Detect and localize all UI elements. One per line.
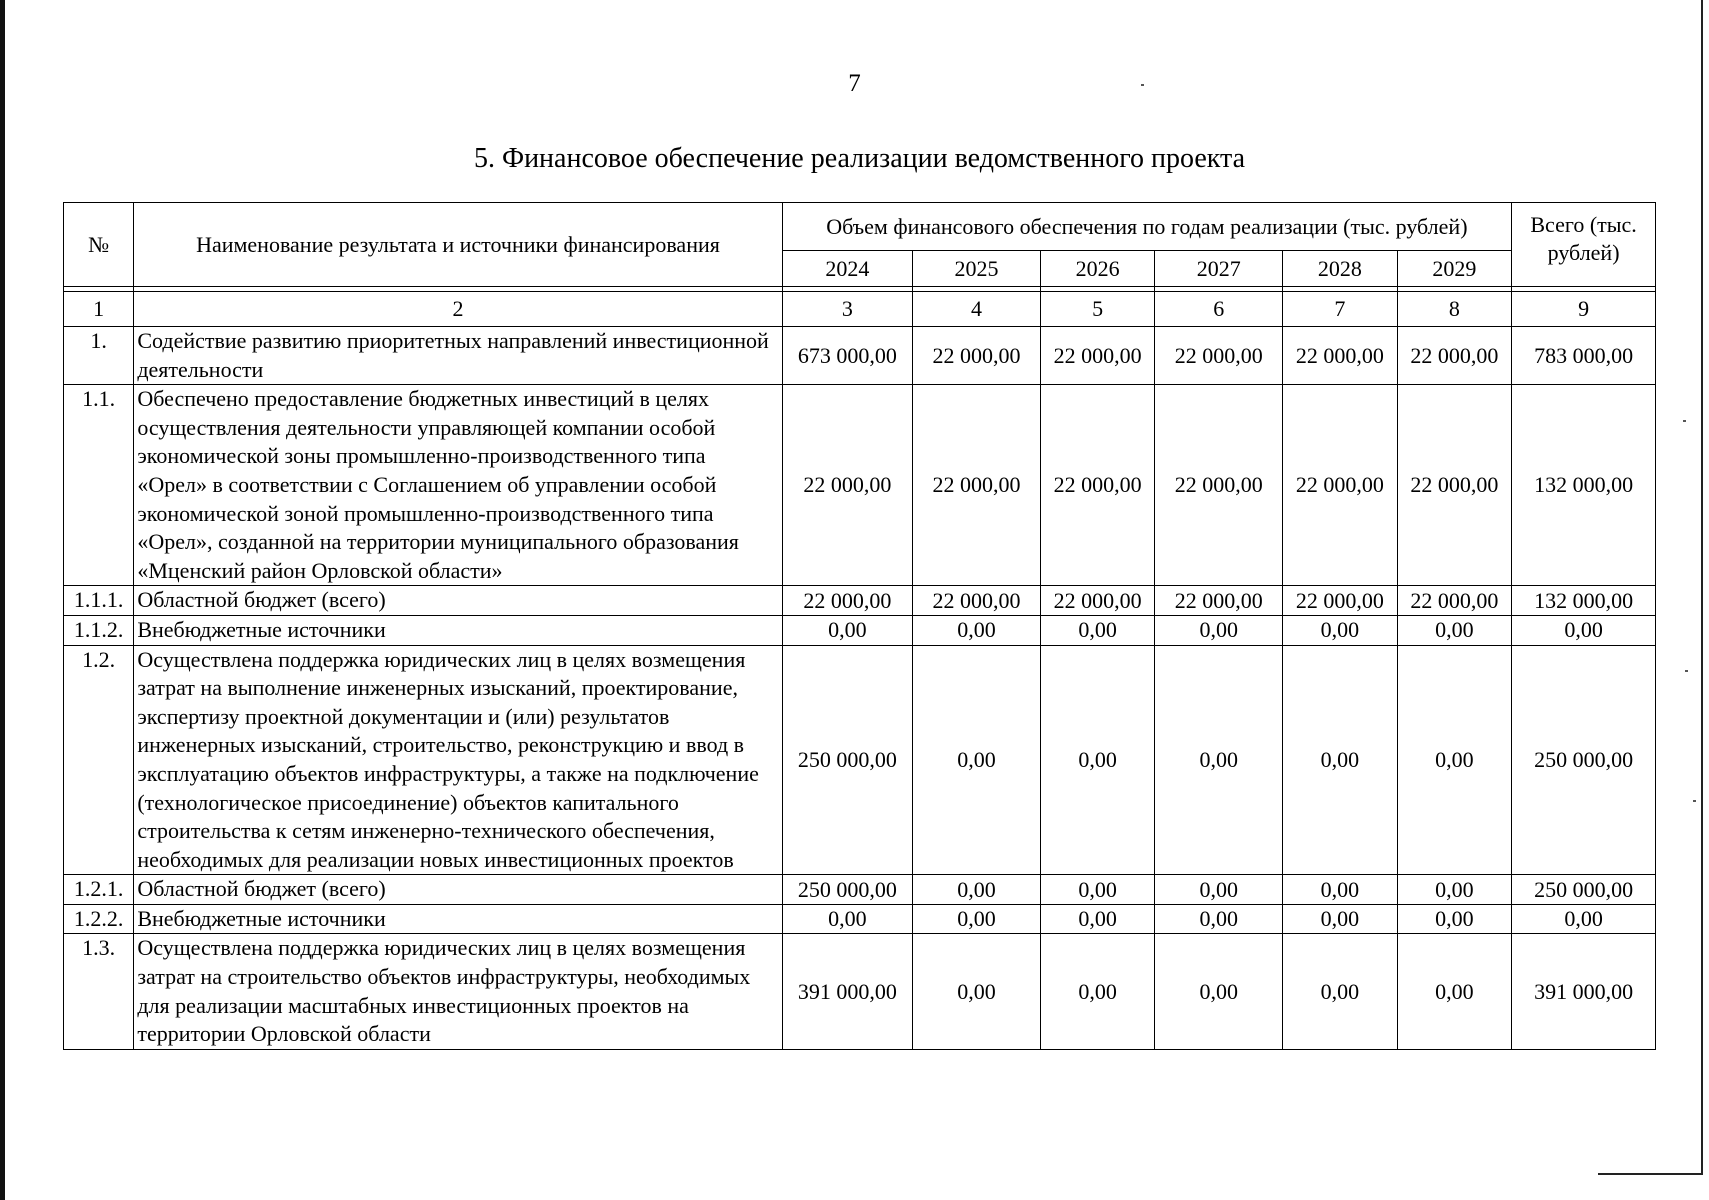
row-value: 0,00: [1397, 934, 1512, 1049]
row-value: 0,00: [1155, 645, 1283, 875]
row-value: 0,00: [1155, 615, 1283, 645]
row-value: 22 000,00: [1397, 327, 1512, 385]
row-total: 132 000,00: [1512, 385, 1656, 586]
row-total: 132 000,00: [1512, 586, 1656, 616]
row-value: 22 000,00: [782, 586, 913, 616]
header-year: 2024: [782, 251, 913, 287]
row-name: Обеспечено предоставление бюджетных инвестиций в целях осуществления деятельности управляющей компании особой экономической зоны промышленно-производственного типа «Орел» в соответствии с Соглашением об управлении особой экономической зоной промышленно-производственного типа «Орел», созданной на территории муниципального образования «Мценский район Орловской области»: [134, 385, 782, 586]
row-total: 0,00: [1512, 615, 1656, 645]
row-value: 0,00: [1155, 875, 1283, 905]
header-year: 2025: [913, 251, 1041, 287]
scan-edge-bottom: [1598, 1173, 1703, 1175]
row-value: 0,00: [1397, 615, 1512, 645]
column-index: 8: [1397, 292, 1512, 327]
column-index: 2: [134, 292, 782, 327]
row-value: 0,00: [1283, 615, 1398, 645]
row-value: 22 000,00: [1155, 385, 1283, 586]
row-value: 673 000,00: [782, 327, 913, 385]
scan-edge-right: [1701, 0, 1703, 1175]
header-no: №: [64, 203, 134, 287]
table-row: [64, 615, 1656, 645]
header-year: 2026: [1040, 251, 1155, 287]
table-row: [64, 875, 1656, 905]
row-number: 1.2.2.: [64, 904, 134, 934]
row-value: 0,00: [782, 904, 913, 934]
row-name: Осуществлена поддержка юридических лиц в целях возмещения затрат на выполнение инженерных изысканий, проектирование, экспертизу проектной документации и (или) результатов инженерных изысканий, строительство, реконструкцию и ввод в эксплуатацию объектов инфраструктуры, а также на подключение (технологическое присоединение) объектов капитального строительства к сетям инженерно-технического обеспечения, необходимых для реализации новых инвестиционных проектов: [134, 645, 782, 875]
row-value: 0,00: [1040, 875, 1155, 905]
page-number: 7: [848, 70, 861, 97]
row-number: 1.1.: [64, 385, 134, 586]
row-value: 0,00: [1040, 934, 1155, 1049]
row-value: 22 000,00: [1397, 586, 1512, 616]
table-row: [64, 934, 1656, 1049]
row-value: 0,00: [1283, 875, 1398, 905]
row-value: 0,00: [1283, 934, 1398, 1049]
row-value: 0,00: [913, 615, 1041, 645]
row-value: 22 000,00: [782, 385, 913, 586]
scan-speck: [1685, 670, 1688, 672]
header-year: 2027: [1155, 251, 1283, 287]
row-value: 0,00: [1155, 904, 1283, 934]
table-row: [64, 904, 1656, 934]
header-year: 2029: [1397, 251, 1512, 287]
row-value: 22 000,00: [913, 385, 1041, 586]
row-value: 22 000,00: [913, 327, 1041, 385]
row-value: 0,00: [1155, 934, 1283, 1049]
scan-edge-left: [0, 0, 5, 1200]
row-number: 1.1.2.: [64, 615, 134, 645]
row-value: 0,00: [1040, 615, 1155, 645]
row-value: 250 000,00: [782, 875, 913, 905]
header-volume: Объем финансового обеспечения по годам реализации (тыс. рублей): [782, 203, 1512, 251]
row-value: 0,00: [913, 645, 1041, 875]
row-name: Областной бюджет (всего): [134, 875, 782, 905]
row-value: 22 000,00: [1283, 327, 1398, 385]
row-value: 0,00: [1397, 875, 1512, 905]
table-row: [64, 327, 1656, 385]
row-value: 0,00: [782, 615, 913, 645]
table-row: [64, 385, 1656, 586]
table-row: [64, 586, 1656, 616]
row-name: Осуществлена поддержка юридических лиц в целях возмещения затрат на строительство объектов инфраструктуры, необходимых для реализации масштабных инвестиционных проектов на территории Орловской области: [134, 934, 782, 1049]
row-value: 250 000,00: [782, 645, 913, 875]
row-value: 22 000,00: [1040, 385, 1155, 586]
header-total: Всего (тыс. рублей): [1512, 203, 1656, 287]
row-value: 22 000,00: [913, 586, 1041, 616]
row-number: 1.3.: [64, 934, 134, 1049]
row-value: 0,00: [1397, 904, 1512, 934]
row-number: 1.: [64, 327, 134, 385]
row-value: 22 000,00: [1283, 385, 1398, 586]
row-name: Внебюджетные источники: [134, 615, 782, 645]
row-total: 250 000,00: [1512, 875, 1656, 905]
row-value: 391 000,00: [782, 934, 913, 1049]
column-index: 9: [1512, 292, 1656, 327]
row-value: 0,00: [913, 934, 1041, 1049]
row-number: 1.2.: [64, 645, 134, 875]
row-total: 0,00: [1512, 904, 1656, 934]
row-value: 0,00: [913, 875, 1041, 905]
financing-table: [63, 202, 1656, 1050]
row-total: 250 000,00: [1512, 645, 1656, 875]
row-value: 22 000,00: [1283, 586, 1398, 616]
row-value: 0,00: [1283, 645, 1398, 875]
row-total: 391 000,00: [1512, 934, 1656, 1049]
row-value: 0,00: [913, 904, 1041, 934]
column-index: 3: [782, 292, 913, 327]
row-value: 22 000,00: [1155, 327, 1283, 385]
row-value: 0,00: [1397, 645, 1512, 875]
row-value: 0,00: [1040, 645, 1155, 875]
row-value: 22 000,00: [1040, 327, 1155, 385]
column-index: 7: [1283, 292, 1398, 327]
header-year: 2028: [1283, 251, 1398, 287]
column-index: 4: [913, 292, 1041, 327]
row-name: Областной бюджет (всего): [134, 586, 782, 616]
column-index: 6: [1155, 292, 1283, 327]
section-title: 5. Финансовое обеспечение реализации ведомственного проекта: [473, 143, 1246, 174]
row-total: 783 000,00: [1512, 327, 1656, 385]
header-name: Наименование результата и источники финансирования: [134, 203, 782, 287]
scan-speck: [1683, 420, 1686, 422]
row-value: 22 000,00: [1040, 586, 1155, 616]
row-name: Содействие развитию приоритетных направлений инвестиционной деятельности: [134, 327, 782, 385]
row-number: 1.1.1.: [64, 586, 134, 616]
column-index: 5: [1040, 292, 1155, 327]
row-value: 22 000,00: [1155, 586, 1283, 616]
scan-speck: [1693, 800, 1696, 802]
row-number: 1.2.1.: [64, 875, 134, 905]
column-index: 1: [64, 292, 134, 327]
row-name: Внебюджетные источники: [134, 904, 782, 934]
table-row: [64, 645, 1656, 875]
row-value: 0,00: [1040, 904, 1155, 934]
row-value: 0,00: [1283, 904, 1398, 934]
row-value: 22 000,00: [1397, 385, 1512, 586]
